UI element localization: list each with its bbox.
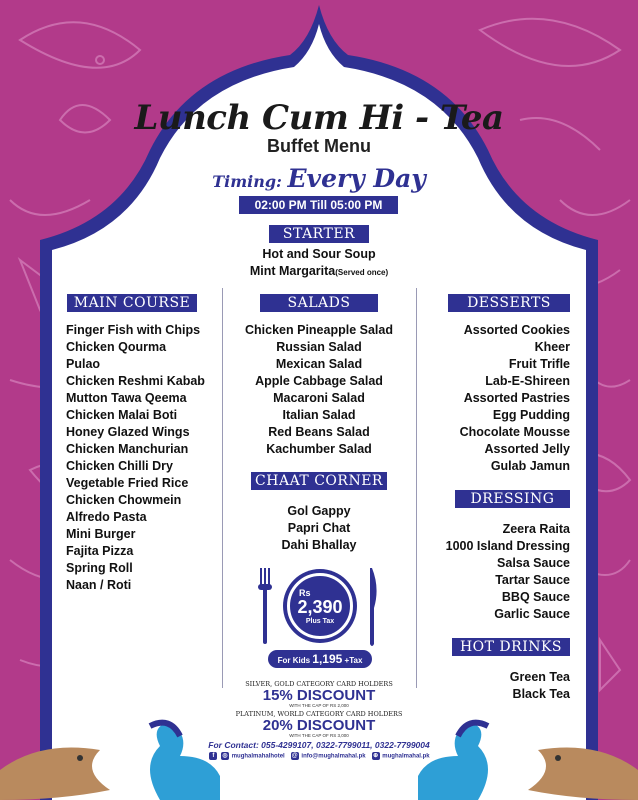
column-divider <box>222 288 223 688</box>
list-item: Mexican Salad <box>275 357 363 371</box>
list-item: Italian Salad <box>282 408 356 422</box>
salads-heading: SALADS <box>260 294 378 312</box>
list-item: Mutton Tawa Qeema <box>66 391 187 405</box>
list-item: Finger Fish with Chips <box>66 323 201 337</box>
served-once-note: (Served once) <box>335 268 389 277</box>
list-item: 1000 Island Dressing <box>445 539 570 553</box>
list-item: Fruit Trifle <box>508 357 570 371</box>
list-item: Honey Glazed Wings <box>66 425 190 439</box>
price-tax-note: Plus Tax <box>305 618 335 625</box>
list-item: Chocolate Mousse <box>459 425 570 439</box>
timing-value: Every Day <box>287 164 426 193</box>
contact-line: For Contact: 055-4299107, 0322-7799011, 0322-7799004 <box>208 740 430 750</box>
list-item: Gol Gappy <box>287 504 351 518</box>
timing-label: Timing: <box>212 172 282 191</box>
list-item: Naan / Roti <box>66 578 132 592</box>
list-item: Kheer <box>534 340 570 354</box>
list-item: Kachumber Salad <box>266 442 372 456</box>
list-item: Red Beans Salad <box>268 425 370 439</box>
list-item: Papri Chat <box>287 521 351 535</box>
list-item: Chicken Reshmi Kabab <box>66 374 205 388</box>
main-course-list <box>66 322 205 594</box>
list-item: Mini Burger <box>66 527 136 541</box>
list-item: Apple Cabbage Salad <box>255 374 383 388</box>
list-item: Russian Salad <box>276 340 362 354</box>
list-item: Alfredo Pasta <box>66 510 147 524</box>
web-icon: ⊕ <box>373 753 379 759</box>
list-item: Chicken Qourma <box>66 340 167 354</box>
kids-price <box>268 650 372 668</box>
hot-drinks-heading: HOT DRINKS <box>452 638 570 656</box>
silver-cap: WITH THE CAP OF RS 2,000 <box>289 703 349 708</box>
kids-label: For Kids <box>277 656 311 665</box>
column-divider <box>416 288 417 688</box>
email-link[interactable]: info@mughalmahal.pk <box>301 753 366 760</box>
list-item: Tartar Sauce <box>495 573 570 587</box>
platinum-cap: WITH THE CAP OF RS 3,000 <box>289 733 349 738</box>
list-item: Chicken Chowmein <box>66 493 182 507</box>
list-item: Salsa Sauce <box>497 556 570 570</box>
list-item: Macaroni Salad <box>273 391 365 405</box>
price-badge <box>287 573 353 639</box>
menu-subtitle: Buffet Menu <box>267 136 371 156</box>
chaat-corner-heading: CHAAT CORNER <box>251 472 387 490</box>
list-item: Black Tea <box>512 687 570 701</box>
elephant-illustration-right <box>418 716 508 800</box>
list-item: Dahi Bhallay <box>281 538 357 552</box>
platinum-card-label: PLATINUM, WORLD CATEGORY CARD HOLDERS <box>235 710 403 718</box>
list-item: Garlic Sauce <box>494 607 570 621</box>
desserts-list <box>420 322 570 475</box>
starter-list <box>219 246 419 281</box>
kids-tax: +Tax <box>344 656 363 665</box>
email-icon: @ <box>291 753 298 759</box>
list-item: Pulao <box>66 357 101 371</box>
dressing-list <box>420 521 570 623</box>
menu-title: Lunch Cum Hi - Tea <box>134 98 504 138</box>
platinum-discount: 20% DISCOUNT <box>262 717 376 734</box>
kids-amount: 1,195 <box>312 652 343 666</box>
timing-line <box>0 164 638 193</box>
chaat-corner-list <box>230 503 408 554</box>
list-item: Assorted Jelly <box>484 442 570 456</box>
price-currency: Rs <box>299 588 311 598</box>
time-range: 02:00 PM Till 05:00 PM <box>239 196 398 214</box>
list-item: BBQ Sauce <box>501 590 570 604</box>
dressing-heading: DRESSING <box>455 490 570 508</box>
list-item: Spring Roll <box>66 561 133 575</box>
list-item: Chicken Chilli Dry <box>66 459 173 473</box>
facebook-handle[interactable]: mughalmahalhotel <box>231 753 285 760</box>
main-course-heading: MAIN COURSE <box>67 294 197 312</box>
list-item: Assorted Cookies <box>463 323 570 337</box>
fish-illustration-right <box>518 740 638 800</box>
list-item: Chicken Malai Boti <box>66 408 178 422</box>
website-link[interactable]: mughalmahal.pk <box>382 753 430 760</box>
list-item: Chicken Manchurian <box>66 442 189 456</box>
list-item: Zeera Raita <box>502 522 570 536</box>
list-item: Mint Margarita(Served once) <box>249 264 389 278</box>
facebook-icon: f <box>209 752 217 760</box>
list-item: Vegetable Fried Rice <box>66 476 189 490</box>
silver-discount: 15% DISCOUNT <box>262 687 376 704</box>
list-item: Chicken Pineapple Salad <box>245 323 393 337</box>
list-item: Lab-E-Shireen <box>485 374 570 388</box>
silver-card-label: SILVER, GOLD CATEGORY CARD HOLDERS <box>245 680 393 688</box>
list-item: Egg Pudding <box>492 408 570 422</box>
elephant-illustration-left <box>130 716 220 800</box>
price-amount: 2,390 <box>297 597 343 617</box>
instagram-icon: ◎ <box>222 753 228 759</box>
desserts-heading: DESSERTS <box>448 294 570 312</box>
fish-illustration-left <box>0 740 120 800</box>
list-item: Fajita Pizza <box>66 544 134 558</box>
starter-heading: STARTER <box>269 225 369 243</box>
list-item: Gulab Jamun <box>490 459 570 473</box>
list-item: Hot and Sour Soup <box>262 247 376 261</box>
list-item: Green Tea <box>509 670 570 684</box>
salads-list <box>230 322 408 458</box>
list-item: Assorted Pastries <box>463 391 570 405</box>
